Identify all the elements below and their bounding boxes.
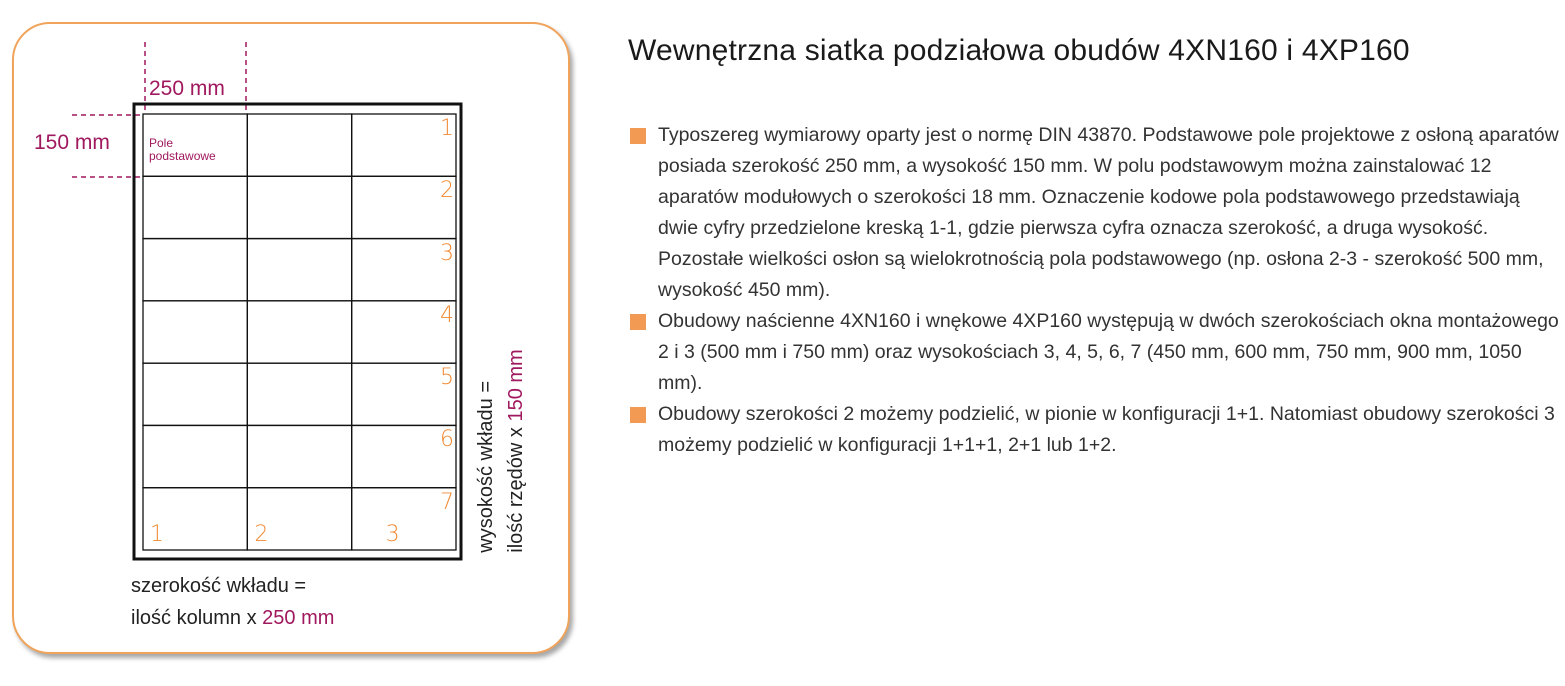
grid-cell (143, 425, 247, 487)
grid-cell (247, 363, 351, 425)
page-title: Wewnętrzna siatka podziałowa obudów 4XN160 i 4XP160 (628, 34, 1410, 67)
width-caption-value: 250 mm (262, 607, 335, 629)
grid-cells (143, 114, 456, 550)
height-caption-prefix: ilość rzędów x (505, 421, 527, 553)
width-caption-line1: szerokość wkładu = (131, 575, 307, 597)
bullet-text: Typoszereg wymiarowy oparty jest o normę DIN 43870. Podstawowe pole projektowe z osłoną aparatów posiada szerokość 250 mm, a wysokość 150 mm. W polu podstawowym można zainstalować 12 aparatów modułowych o szerokości 18 mm. Oznaczenie kodowe pola podstawowego przedstawiają dwie cyfry przedzielone kreską 1-1, gdzie pierwsza cyfra oznacza szerokość, a druga wysokość. Pozostałe wielkości osłon są wielokrotnością pola podstawowego (np. osłona 2-3 - szerokość 500 mm, wysokość 450 mm). (658, 124, 1559, 301)
height-caption-value: 150 mm (505, 349, 527, 422)
row-number: 5 (440, 365, 454, 391)
grid-cell (247, 176, 351, 238)
bullet-text: Obudowy szerokości 2 możemy podzielić, w pionie w konfiguracji 1+1. Natomiast obudowy szerokości 3 możemy podzielić w konfiguracji 1+1+1, 2+1 lub 1+2. (658, 403, 1555, 456)
grid-cell (247, 114, 351, 176)
column-number: 2 (254, 522, 269, 547)
width-caption-prefix: ilość kolumn x (131, 607, 263, 629)
bullet-item (630, 120, 1560, 306)
grid-cell (143, 176, 247, 238)
grid-cell (143, 301, 247, 363)
bullet-text: Obudowy naścienne 4XN160 i wnękowe 4XP160 występują w dwóch szerokościach okna montażowego 2 i 3 (500 mm i 750 mm) oraz wysokościach 3, 4, 5, 6, 7 (450 mm, 600 mm, 750 mm, 900 mm, 1050 mm). (658, 310, 1559, 394)
grid-cell (247, 425, 351, 487)
row-number: 2 (440, 178, 454, 204)
orange-square-icon (630, 128, 646, 144)
grid-cell (143, 363, 247, 425)
base-field-label-line1: Pole (149, 136, 174, 150)
width-dimension-label: 250 mm (149, 77, 225, 100)
column-number: 1 (150, 522, 164, 547)
width-caption (131, 570, 334, 634)
height-caption (471, 349, 531, 552)
bullet-item (630, 399, 1560, 461)
height-caption-line2 (501, 349, 531, 552)
column-number: 3 (385, 522, 400, 547)
orange-square-icon (630, 314, 646, 330)
height-dimension-label: 150 mm (34, 131, 110, 154)
orange-square-icon (630, 407, 646, 423)
description-list (630, 120, 1560, 461)
row-number: 7 (440, 489, 454, 515)
width-caption-line2 (131, 602, 334, 634)
row-number: 1 (440, 116, 454, 141)
grid-cell (143, 239, 247, 301)
enclosure-frame (134, 104, 461, 559)
base-field-label-line2: podstawowe (149, 149, 216, 163)
grid-cell (247, 239, 351, 301)
base-field-label (149, 137, 216, 163)
bullet-item (630, 306, 1560, 399)
height-caption-line1: wysokość wkładu = (475, 380, 497, 553)
row-number: 4 (440, 302, 454, 328)
row-number: 6 (440, 427, 454, 453)
grid-cell (247, 301, 351, 363)
row-number: 3 (440, 240, 454, 266)
